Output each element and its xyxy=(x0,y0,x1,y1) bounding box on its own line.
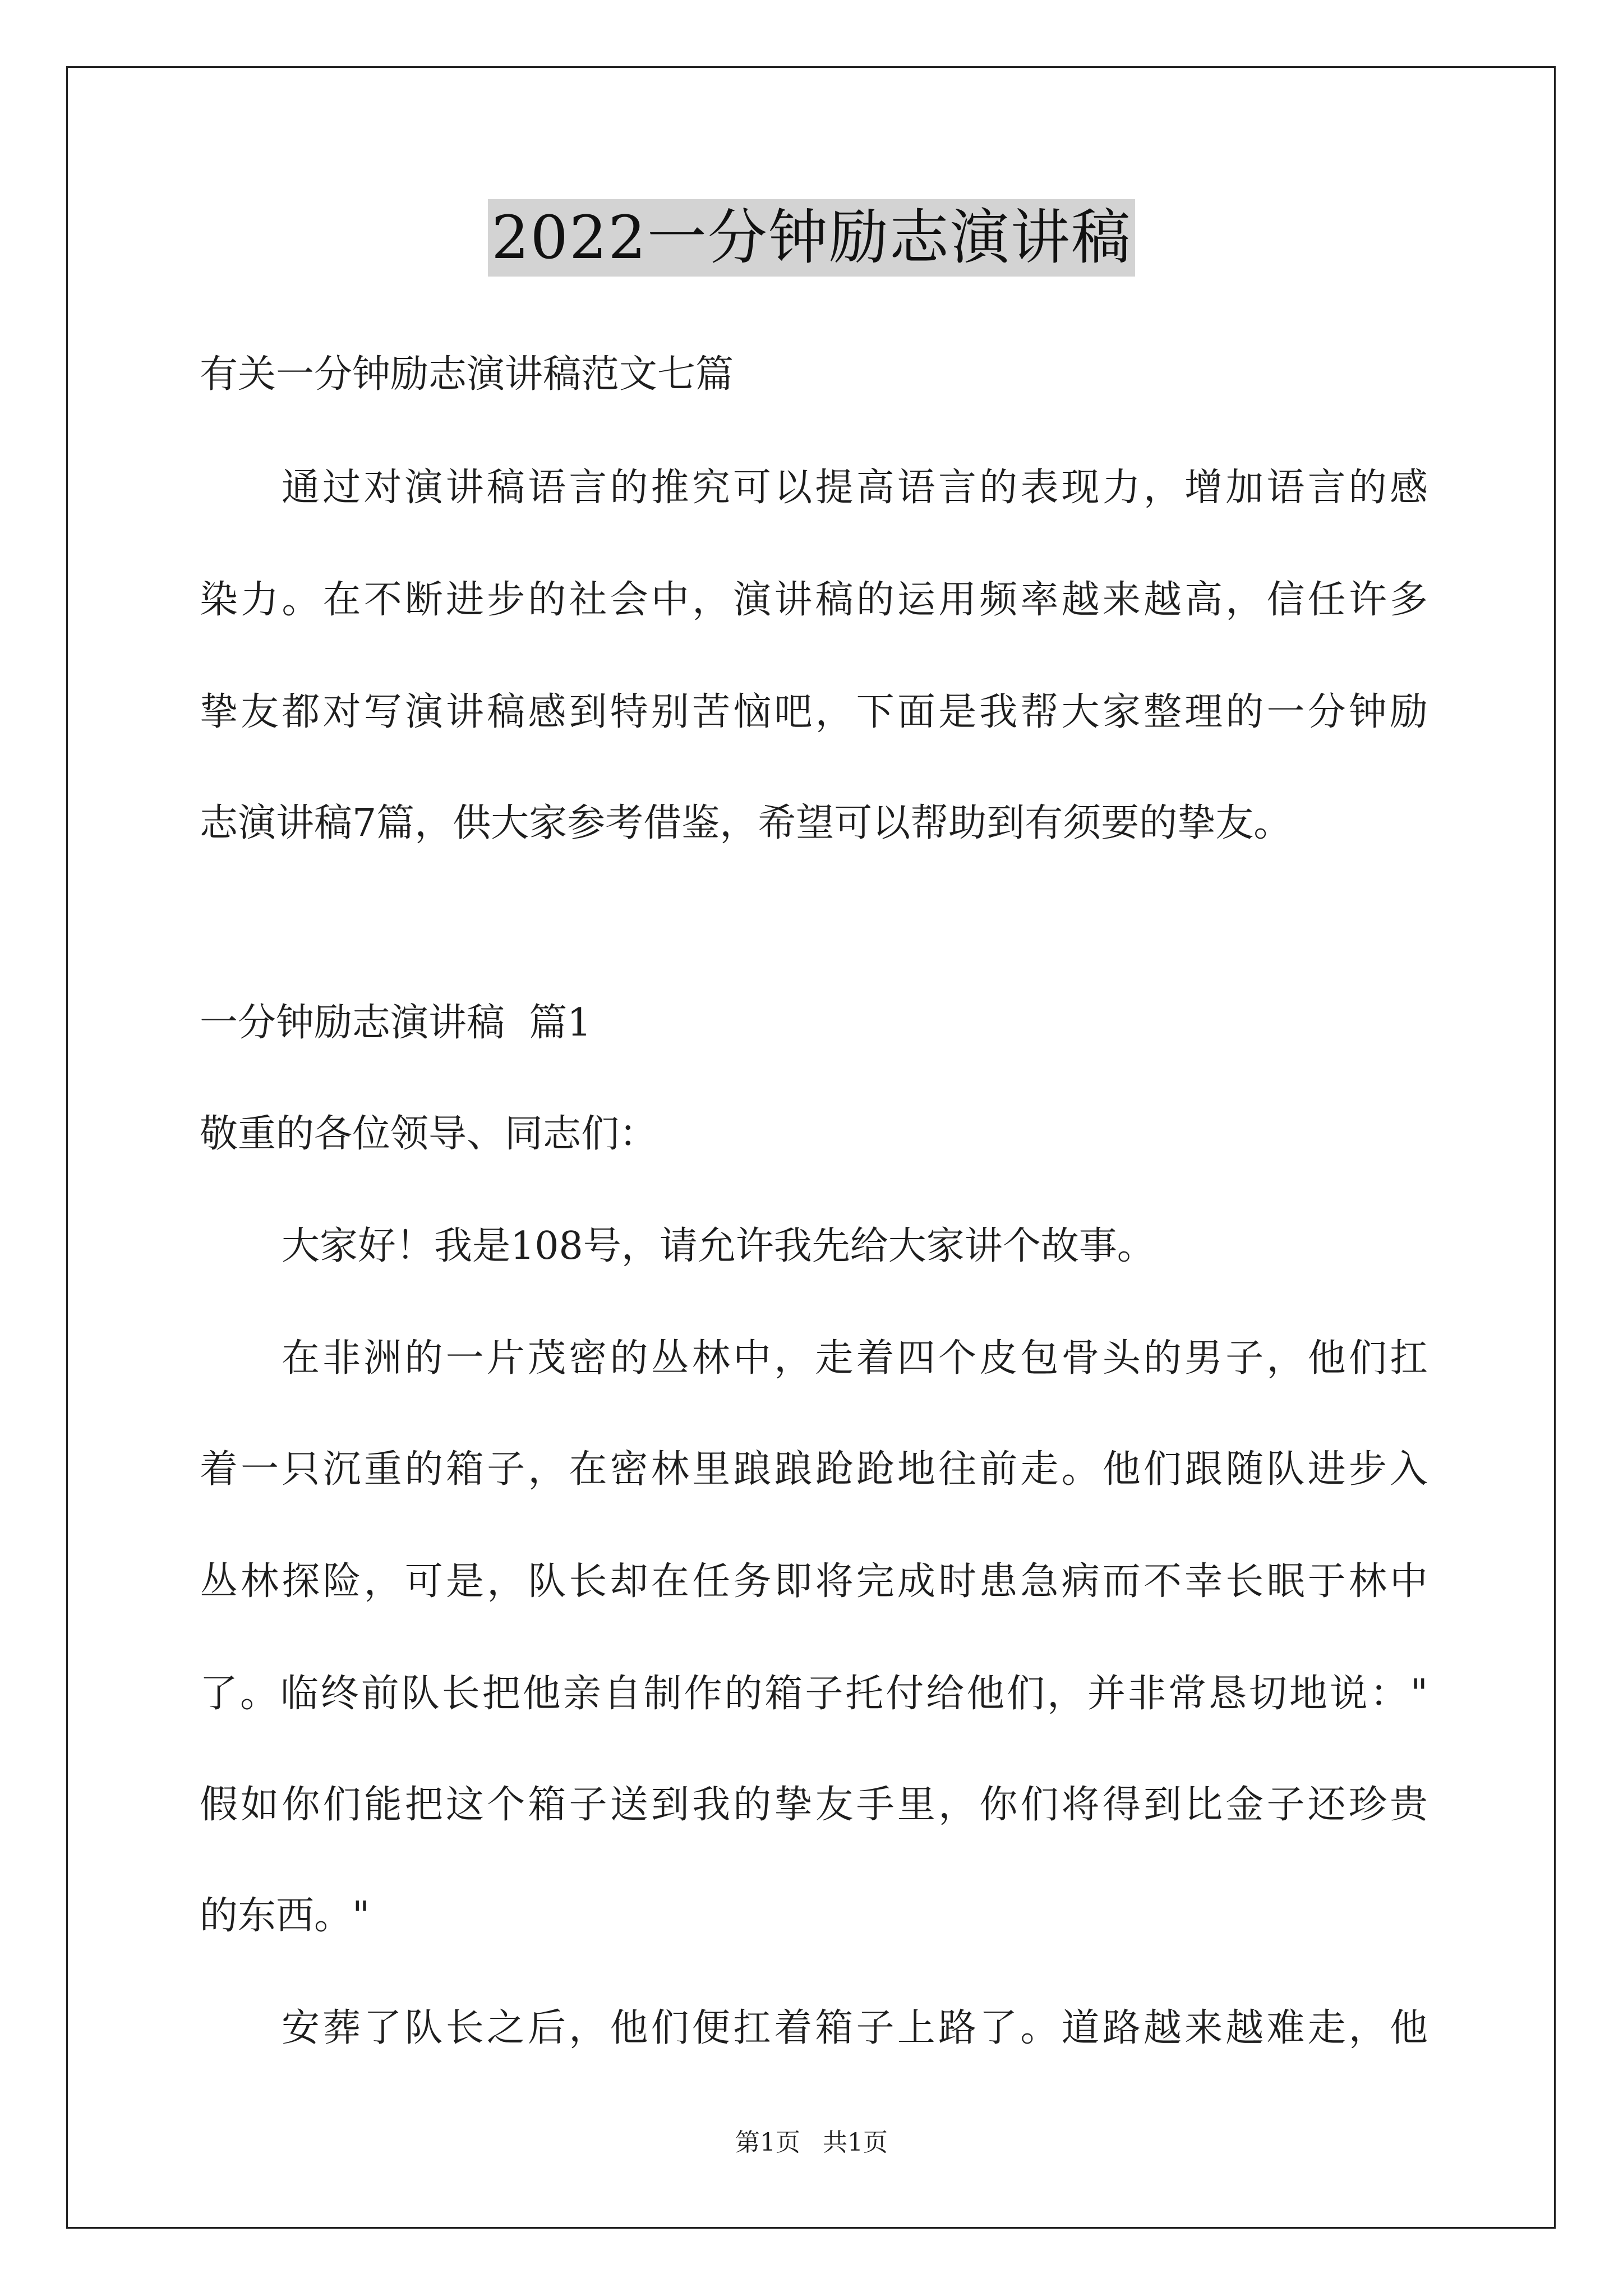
subtitle: 有关一分钟励志演讲稿范文七篇 xyxy=(200,352,734,397)
story-line-5: 假如你们能把这个箱子送到我的挚友手里，你们将得到比金子还珍贵 xyxy=(200,1783,1428,1827)
story-line-4: 了。临终前队长把他亲自制作的箱子托付给他们，并非常恳切地说：" xyxy=(200,1672,1428,1716)
continuation-line: 安葬了队长之后，他们便扛着箱子上路了。道路越来越难走，他 xyxy=(282,2006,1428,2050)
story-line-3: 丛林探险，可是，队长却在任务即将完成时患急病而不幸长眠于林中 xyxy=(200,1559,1428,1604)
intro-line-2: 染力。在不断进步的社会中，演讲稿的运用频率越来越高，信任许多 xyxy=(200,578,1428,622)
story-line-2: 着一只沉重的箱子，在密林里踉踉跄跄地往前走。他们跟随队进步入 xyxy=(200,1447,1428,1492)
section-heading: 一分钟励志演讲稿 篇1 xyxy=(200,1001,592,1045)
page-total: 共1页 xyxy=(823,2128,888,2157)
page-footer xyxy=(0,2126,1623,2160)
intro-line-4: 志演讲稿7篇，供大家参考借鉴，希望可以帮助到有须要的挚友。 xyxy=(200,801,1292,845)
story-line-6: 的东西。" xyxy=(200,1894,370,1938)
salutation: 敬重的各位领导、同志们： xyxy=(200,1112,658,1156)
document-title: 2022一分钟励志演讲稿 xyxy=(488,199,1135,277)
intro-line-1: 通过对演讲稿语言的推究可以提高语言的表现力，增加语言的感 xyxy=(282,466,1428,510)
story-line-1: 在非洲的一片茂密的丛林中，走着四个皮包骨头的男子，他们扛 xyxy=(282,1336,1428,1381)
page-number: 第1页 xyxy=(735,2128,800,2157)
greeting: 大家好！我是108号，请允许我先给大家讲个故事。 xyxy=(282,1224,1155,1268)
title-block xyxy=(0,199,1623,277)
intro-line-3: 挚友都对写演讲稿感到特别苦恼吧，下面是我帮大家整理的一分钟励 xyxy=(200,690,1428,734)
